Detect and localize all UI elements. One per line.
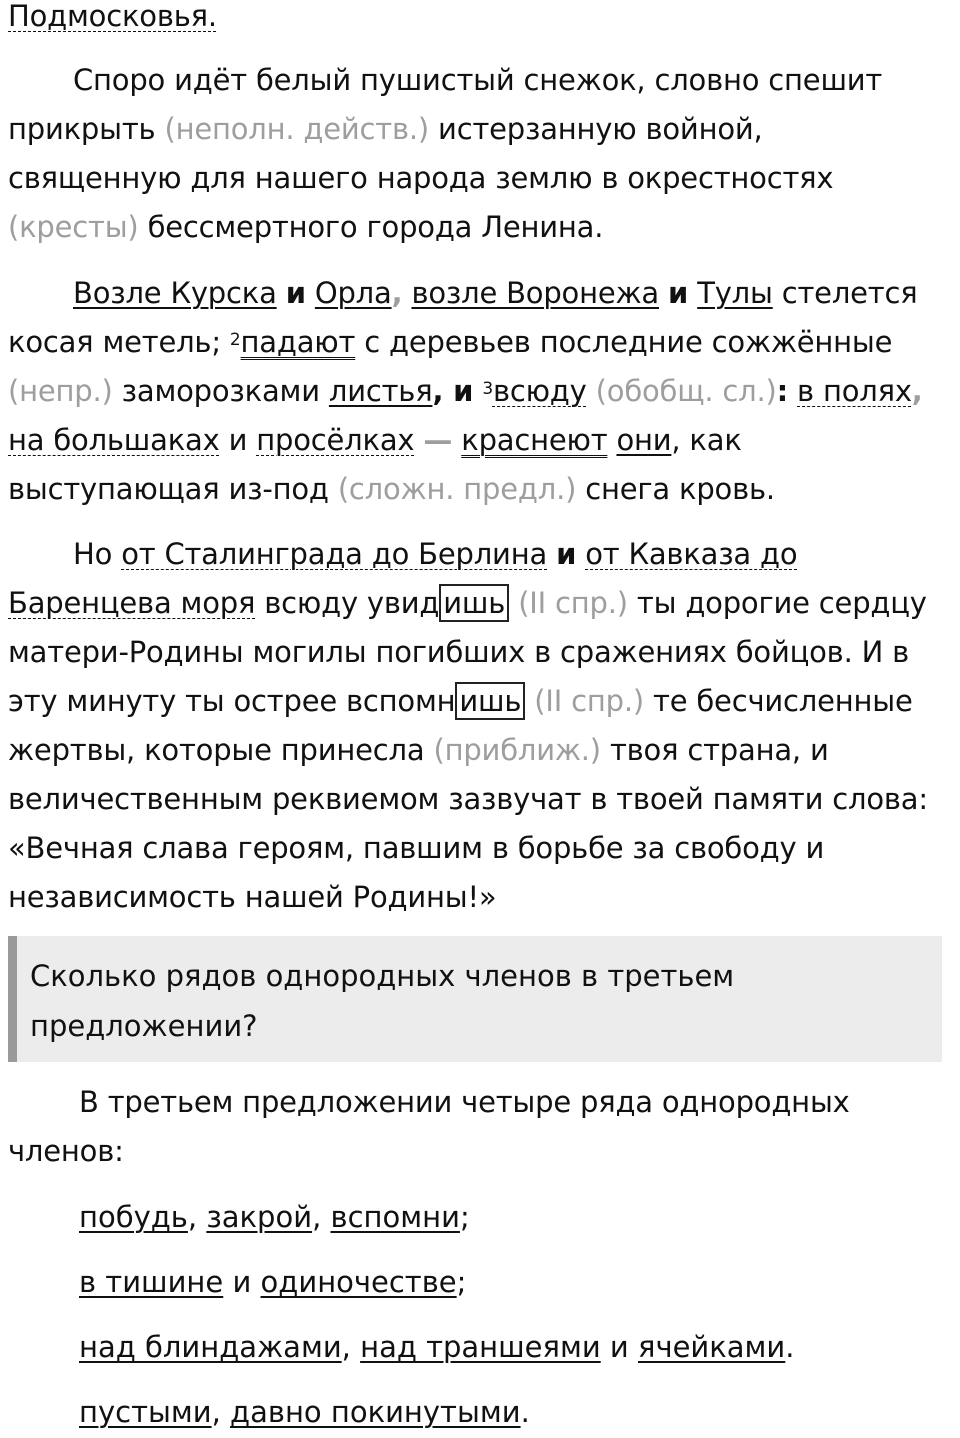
text-span: в тишине <box>79 1265 224 1299</box>
conjunction: и <box>668 276 689 310</box>
text-span: те бесчисленные <box>653 684 913 718</box>
predicate: краснеют <box>461 423 608 457</box>
conjunction: и <box>285 276 306 310</box>
text-line <box>8 877 496 917</box>
answer-row-3 <box>79 1327 795 1367</box>
text-span: эту минуту ты острее вспомн <box>8 684 456 718</box>
punct: , <box>911 374 923 408</box>
subject: листья <box>328 374 433 408</box>
answer-row-2 <box>79 1262 466 1302</box>
text-line <box>8 109 763 149</box>
word: истерзанную войной, <box>438 112 763 146</box>
word: прикрыть <box>8 112 156 146</box>
text-line <box>8 681 913 721</box>
text-span: независимость нашей Родины!» <box>8 880 497 914</box>
subject: Орла <box>314 276 392 310</box>
word: Подмосковья. <box>8 0 217 33</box>
punct: , и <box>432 374 474 408</box>
word: просёлках <box>256 423 415 457</box>
question-text: Сколько рядов однородных членов в третьем предложении? <box>30 959 735 1043</box>
punct: — <box>423 423 453 457</box>
text-line <box>8 779 928 819</box>
text-line <box>8 632 909 672</box>
text-span: снега кровь. <box>585 472 775 506</box>
text-span: с деревьев последние сожжённые <box>364 325 893 359</box>
answer-intro-continued: членов: <box>8 1134 124 1168</box>
text-span: Споро идёт белый пушистый снежок, словно спешит <box>73 63 883 97</box>
text-span: . <box>520 1395 530 1429</box>
text-line <box>8 730 829 770</box>
text-span: , <box>312 1200 331 1234</box>
punct: , <box>391 276 403 310</box>
text-span: ты дорогие сердцу <box>636 586 927 620</box>
text-span: и <box>228 423 248 457</box>
text-span: В третьем предложении четыре ряда однородных <box>79 1085 850 1119</box>
text-span: ; <box>459 1200 470 1234</box>
text-span: священную для нашего народа землю в окрестностях <box>8 161 834 195</box>
annotation: (II спр.) <box>534 684 644 718</box>
answer-row-4 <box>79 1392 530 1432</box>
predicate: падают <box>240 325 356 359</box>
question-box <box>8 936 942 1062</box>
subject: они <box>616 423 672 457</box>
ending-box: ишь <box>439 584 509 622</box>
word: всюду <box>492 374 587 408</box>
subject: Тулы <box>697 276 773 310</box>
text-span: . <box>785 1330 795 1364</box>
text-span: «Вечная слава героям, павшим в борьбе за свободу и <box>8 831 825 865</box>
text-span: и <box>223 1265 261 1299</box>
text-span: над блиндажами <box>79 1330 342 1364</box>
text-span: вспомни <box>330 1200 460 1234</box>
text-span: всюду увид <box>264 586 440 620</box>
word: в полях <box>797 374 912 408</box>
annotation: (сложн. предл.) <box>337 472 577 506</box>
text-span: величественным реквиемом зазвучат в твоей памяти слова: <box>8 782 928 816</box>
answer-intro <box>79 1082 850 1122</box>
text-span: жертвы, которые принесла <box>8 733 425 767</box>
text-span: одиночестве <box>260 1265 457 1299</box>
text-line <box>8 207 603 247</box>
text-line <box>8 158 833 198</box>
text-span: , как <box>671 423 742 457</box>
text-span: закрой <box>206 1200 313 1234</box>
text-line <box>8 583 927 623</box>
text-span: , <box>211 1395 231 1429</box>
text-span: и <box>600 1330 638 1364</box>
answer-row-1 <box>79 1197 470 1237</box>
annotation: (II спр.) <box>518 586 628 620</box>
punct: : <box>776 374 788 408</box>
text-span: ячейками <box>638 1330 786 1364</box>
text-span: твоя страна, и <box>609 733 829 767</box>
text-line <box>73 534 797 574</box>
annotation: (приближ.) <box>433 733 601 767</box>
word: на большаках <box>8 423 220 457</box>
text-span: , <box>187 1200 207 1234</box>
sentence-number: 3 <box>482 379 493 399</box>
text-span: давно покинутыми <box>230 1395 521 1429</box>
annotation: (обобщ. сл.) <box>595 374 777 408</box>
text-line <box>8 371 923 411</box>
word: Баренцева моря <box>8 586 256 620</box>
text-line <box>8 828 824 868</box>
text-span: побудь <box>79 1200 188 1234</box>
text-span: Но <box>73 537 113 571</box>
text-span: над траншеями <box>360 1330 601 1364</box>
text-line <box>8 0 217 36</box>
text-line <box>73 273 917 313</box>
text-span: выступающая из-под <box>8 472 329 506</box>
annotation: (кресты) <box>8 210 139 244</box>
text-span: пустыми <box>79 1395 212 1429</box>
subject: возле Воронежа <box>411 276 659 310</box>
word: от Кавказа до <box>585 537 798 571</box>
text-line <box>8 469 775 509</box>
text-span: матери-Родины могилы погибших в сражениях бойцов. И в <box>8 635 910 669</box>
text-span: косая метель; <box>8 325 221 359</box>
annotation: (неполн. действ.) <box>164 112 430 146</box>
text-line <box>8 420 742 460</box>
text-span: бессмертного города Ленина. <box>147 210 604 244</box>
text-span: , <box>341 1330 361 1364</box>
text-span: ; <box>456 1265 467 1299</box>
text-span: стелется <box>781 276 918 310</box>
sentence-number: 2 <box>229 330 241 350</box>
question-accent-bar <box>8 936 17 1062</box>
subject: Возле Курска <box>73 276 277 310</box>
text-line <box>8 322 892 362</box>
text-span: заморозками <box>121 374 320 408</box>
text-line <box>73 60 882 100</box>
ending-box: ишь <box>455 682 525 720</box>
annotation: (непр.) <box>8 374 113 408</box>
conjunction: и <box>556 537 577 571</box>
word: от Сталинграда до Берлина <box>121 537 548 571</box>
